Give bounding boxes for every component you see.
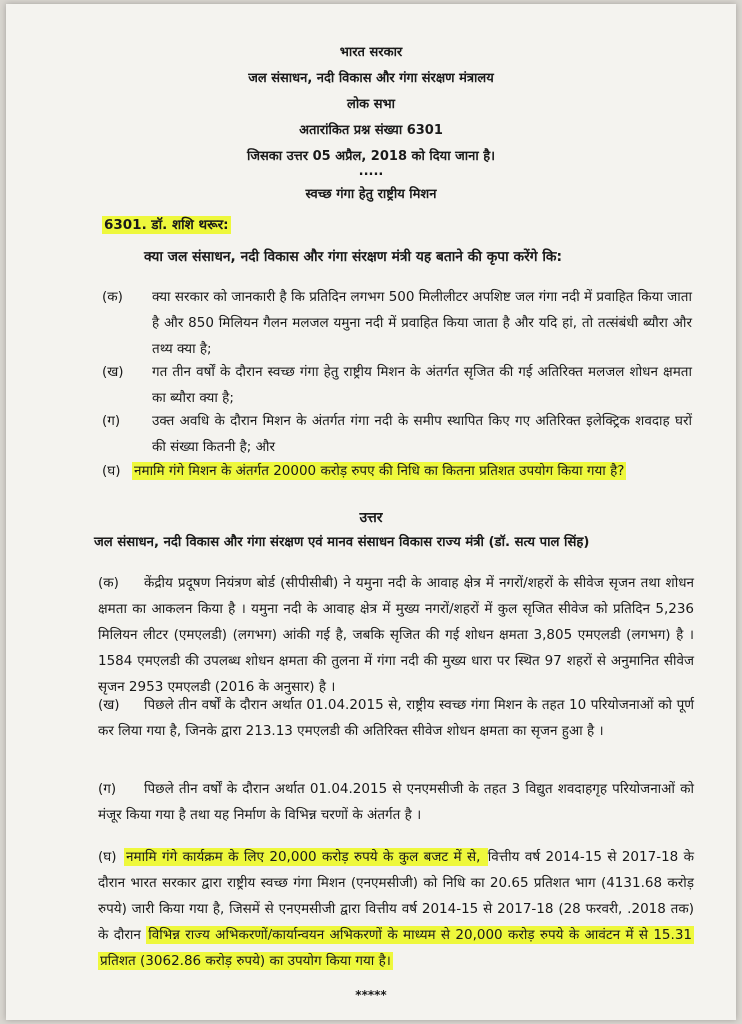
question-item-text: नमामि गंगे मिशन के अंतर्गत 20000 करोड़ रुपए की निधि का कितना प्रतिशत उपयोग किया गया है? <box>134 463 625 479</box>
question-item-text: गत तीन वर्षों के दौरान स्वच्छ गंगा हेतु राष्ट्रीय मिशन के अंतर्गत सृजित की गई अतिरिक्त मलजल शोधन क्षमता का ब्यौरा क्या है; <box>152 364 692 406</box>
answer-item-label: (ख) <box>98 697 120 713</box>
answer-item-label: (घ) <box>98 849 117 865</box>
answer-item-text: पिछले तीन वर्षों के दौरान अर्थात 01.04.2015 से, राष्ट्रीय स्वच्छ गंगा मिशन के तहत 10 परियोजनाओं को पूर्ण कर लिया गया है, जिनके द्वारा 213.13 एमएलडी की अतिरिक्त सीवेज शोधन क्षमता का सृजन हुआ है । <box>98 697 694 739</box>
question-intro: क्या जल संसाधन, नदी विकास और गंगा संरक्षण मंत्री यह बताने की कृपा करेंगे कि: <box>144 249 563 265</box>
answer-item-text: पिछले तीन वर्षों के दौरान अर्थात 01.04.2015 से एनएमसीजी के तहत 3 विद्युत शवदाहगृह परियोजनाओं को मंजूर किया गया है तथा यह निर्माण के विभिन्न चरणों के अंतर्गत है । <box>98 781 694 823</box>
govt-title: भारत सरकार <box>339 45 403 60</box>
question-item-label: (क) <box>102 289 123 305</box>
question-item-text: उक्त अवधि के दौरान मिशन के अंतर्गत गंगा नदी के समीप स्थापित किए गए अतिरिक्त इलेक्ट्रिक शवदाह घरों की संख्या कितनी है; और <box>152 413 692 455</box>
question-item-label: (घ) <box>102 463 121 479</box>
separator-dots: ..... <box>358 164 384 179</box>
document-page <box>6 4 736 1020</box>
answer-minister: जल संसाधन, नदी विकास और गंगा संरक्षण एवं मानव संसाधन विकास राज्य मंत्री (डॉ. सत्य पाल सिंह) <box>94 535 590 550</box>
question-item-text: क्या सरकार को जानकारी है कि प्रतिदिन लगभग 500 मिलीलीटर अपशिष्ट जल गंगा नदी में प्रवाहित किया जाता है और 850 मिलियन गैलन मलजल यमुना नदी में प्रवाहित किया जाता है और यदि हां, तो तत्संबंधी ब्यौरा और तथ्य क्या है; <box>152 289 692 357</box>
question-number-title: अतारांकित प्रश्न संख्या 6301 <box>299 123 443 138</box>
answer-item-label: (क) <box>98 575 119 591</box>
answer-item-text: केंद्रीय प्रदूषण नियंत्रण बोर्ड (सीपीसीबी) ने यमुना नदी के आवाह क्षेत्र में नगरों/शहरों के सीवेज सृजन तथा शोधन क्षमता का आकलन किया है । यमुना नदी के आवाह क्षेत्र में मुख्य नगरों/शहरों में कुल सृजित सीवेज को प्रतिदिन 5,236 मिलियन लीटर (एमएलडी) (लगभग) आंकी गई है, जबकि सृजित की गई शोधन क्षमता 3,805 एमएलडी (लगभग) है । 1584 एमएलडी की उपलब्ध शोधन क्षमता की तुलना में गंगा नदी की मुख्य धारा पर स्थित 97 शहरों से अनुमानित सीवेज सृजन 2953 एमएलडी (2016 के अनुसार) है । <box>98 575 694 695</box>
house-title: लोक सभा <box>347 97 395 112</box>
answer-item-text: नमामि गंगे कार्यक्रम के लिए 20,000 करोड़ रुपये के कुल बजट में से, वित्तीय वर्ष 2014-15 से 2017-18 के दौरान भारत सरकार द्वारा राष्ट्रीय स्वच्छ गंगा मिशन (एनएमसीजी) को निधि का 20.65 प्रतिशत भाग (4131.68 करोड़ रुपये) जारी किया गया है, जिसमें से एनएमसीजी द्वारा वित्तीय वर्ष 2014-15 से 2017-18 (28 फरवरी, .2018 तक) के दौरान विभिन्न राज्य अभिकरणों/कार्यान्वयन अभिकरणों के माध्यम से 20,000 करोड़ रुपये के आवंटन में से 15.31 प्रतिशत (3062.86 करोड़ रुपये) का उपयोग किया गया है। <box>98 849 694 969</box>
answer-item-label: (ग) <box>98 781 117 797</box>
question-number-member: 6301. डॉ. शशि थरूर: <box>104 217 229 233</box>
subject-title: स्वच्छ गंगा हेतु राष्ट्रीय मिशन <box>305 187 437 202</box>
ministry-title: जल संसाधन, नदी विकास और गंगा संरक्षण मंत्रालय <box>248 71 494 86</box>
answer-date: जिसका उत्तर 05 अप्रैल, 2018 को दिया जाना है। <box>246 149 496 164</box>
question-item-label: (ग) <box>102 413 121 429</box>
end-mark: ***** <box>355 988 387 1002</box>
question-item-label: (ख) <box>102 364 124 380</box>
answer-heading: उत्तर <box>359 510 383 526</box>
